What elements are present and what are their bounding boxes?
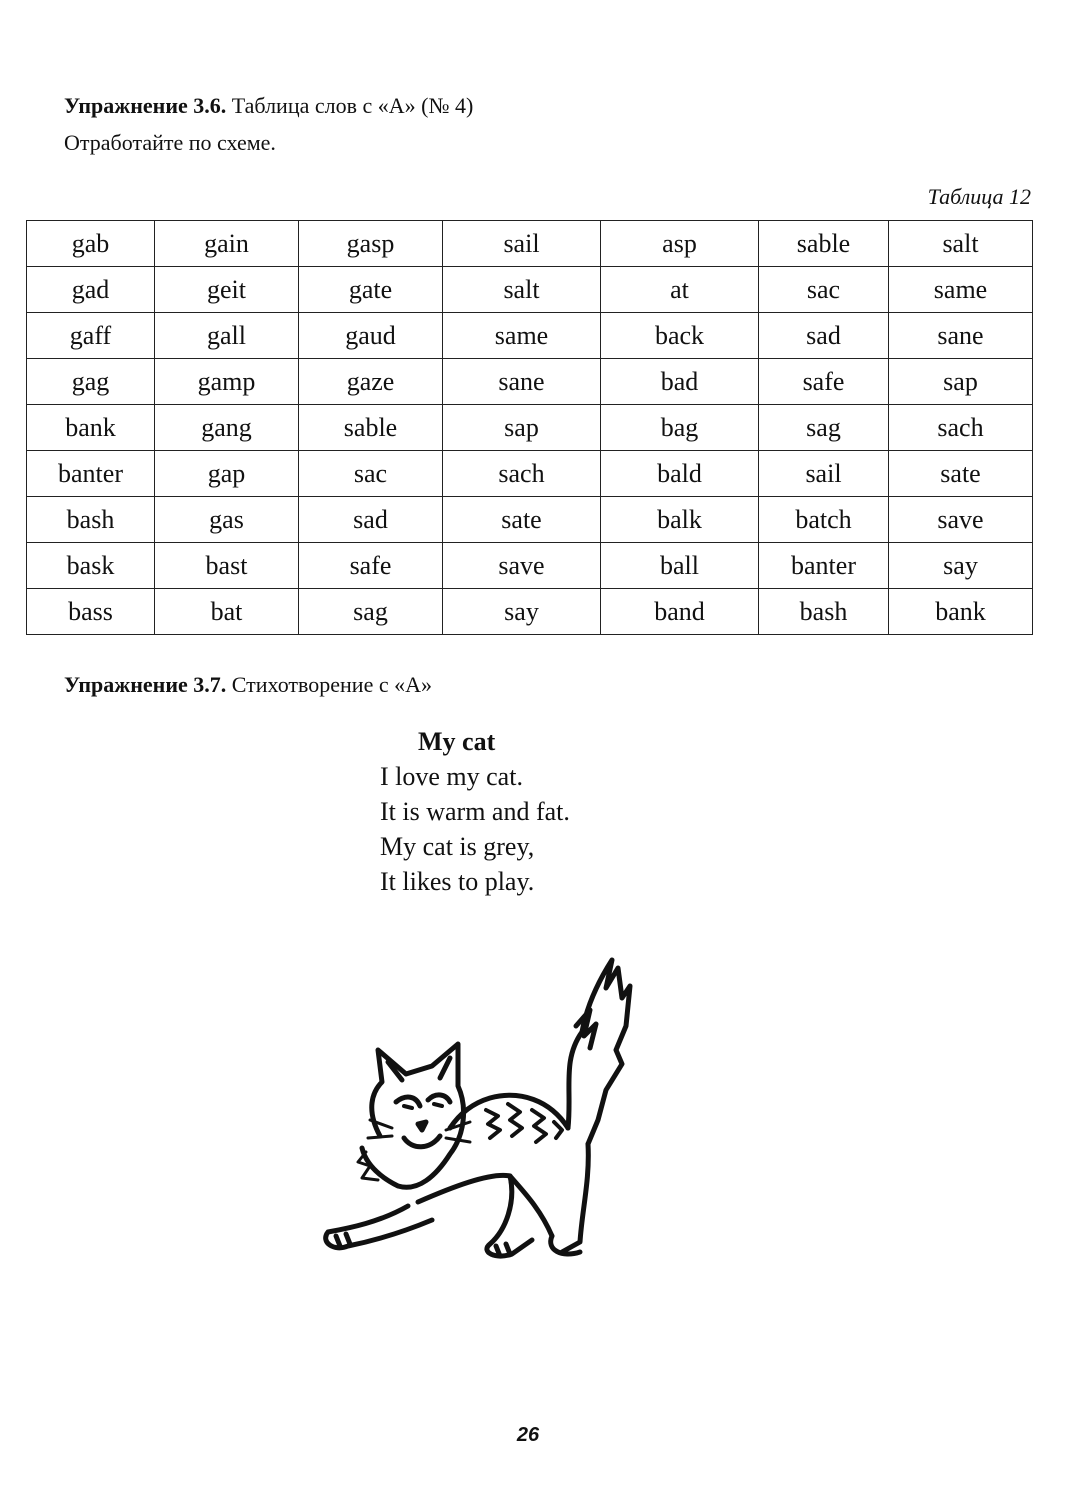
- table-cell: sag: [759, 405, 889, 451]
- word-table: [26, 220, 1033, 635]
- table-cell: gamp: [155, 359, 299, 405]
- table-cell: gate: [299, 267, 443, 313]
- table-cell: sate: [443, 497, 601, 543]
- table-cell: sac: [299, 451, 443, 497]
- table-row: [27, 451, 1033, 497]
- poem-line: It is warm and fat.: [380, 797, 570, 826]
- table-cell: gall: [155, 313, 299, 359]
- exercise-3-6-title: Таблица слов с «А» (№ 4): [226, 93, 474, 118]
- table-row: [27, 359, 1033, 405]
- table-cell: gab: [27, 221, 155, 267]
- table-cell: sail: [443, 221, 601, 267]
- table-cell: gas: [155, 497, 299, 543]
- table-cell: at: [601, 267, 759, 313]
- table-cell: gap: [155, 451, 299, 497]
- table-cell: same: [443, 313, 601, 359]
- table-cell: gang: [155, 405, 299, 451]
- table-cell: bast: [155, 543, 299, 589]
- table-cell: same: [889, 267, 1033, 313]
- table-cell: save: [889, 497, 1033, 543]
- table-cell: say: [889, 543, 1033, 589]
- table-row: [27, 543, 1033, 589]
- table-cell: banter: [27, 451, 155, 497]
- table-cell: bag: [601, 405, 759, 451]
- poem: [380, 724, 570, 899]
- table-cell: asp: [601, 221, 759, 267]
- table-caption: Таблица 12: [927, 184, 1031, 209]
- table-cell: salt: [443, 267, 601, 313]
- table-cell: geit: [155, 267, 299, 313]
- table-cell: sane: [889, 313, 1033, 359]
- table-row: [27, 313, 1033, 359]
- table-row: [27, 221, 1033, 267]
- table-cell: bad: [601, 359, 759, 405]
- table-cell: bask: [27, 543, 155, 589]
- table-cell: sail: [759, 451, 889, 497]
- table-cell: gaze: [299, 359, 443, 405]
- table-cell: safe: [759, 359, 889, 405]
- table-cell: bash: [27, 497, 155, 543]
- table-cell: salt: [889, 221, 1033, 267]
- table-cell: bash: [759, 589, 889, 635]
- table-cell: safe: [299, 543, 443, 589]
- table-cell: sable: [759, 221, 889, 267]
- word-table-body: [27, 221, 1033, 635]
- table-cell: banter: [759, 543, 889, 589]
- table-cell: bank: [27, 405, 155, 451]
- table-cell: gaud: [299, 313, 443, 359]
- poem-line: It likes to play.: [380, 867, 535, 896]
- table-row: [27, 589, 1033, 635]
- table-cell: sane: [443, 359, 601, 405]
- page-number: 26: [516, 1424, 540, 1446]
- table-row: [27, 267, 1033, 313]
- table-cell: batch: [759, 497, 889, 543]
- cat-drawing-icon: [300, 940, 660, 1280]
- table-cell: gain: [155, 221, 299, 267]
- poem-title: My cat: [418, 727, 496, 756]
- table-cell: bat: [155, 589, 299, 635]
- table-cell: bass: [27, 589, 155, 635]
- table-cell: sach: [443, 451, 601, 497]
- exercise-3-7-heading: [64, 674, 432, 696]
- table-cell: bank: [889, 589, 1033, 635]
- table-cell: back: [601, 313, 759, 359]
- exercise-3-6-instruction: Отработайте по схеме.: [64, 130, 276, 155]
- table-row: [27, 405, 1033, 451]
- exercise-3-7-title: Стихотворение с «А»: [226, 672, 432, 697]
- table-cell: balk: [601, 497, 759, 543]
- table-cell: band: [601, 589, 759, 635]
- table-row: [27, 497, 1033, 543]
- table-cell: gasp: [299, 221, 443, 267]
- table-cell: say: [443, 589, 601, 635]
- table-cell: sap: [889, 359, 1033, 405]
- table-cell: gad: [27, 267, 155, 313]
- table-cell: bald: [601, 451, 759, 497]
- exercise-3-6-label: Упражнение 3.6.: [64, 93, 227, 118]
- exercise-3-7-label: Упражнение 3.7.: [64, 672, 227, 697]
- poem-line: I love my cat.: [380, 762, 523, 791]
- table-cell: gag: [27, 359, 155, 405]
- table-cell: sac: [759, 267, 889, 313]
- table-cell: sach: [889, 405, 1033, 451]
- table-cell: sate: [889, 451, 1033, 497]
- table-cell: save: [443, 543, 601, 589]
- table-cell: sad: [759, 313, 889, 359]
- exercise-3-6-heading: [64, 95, 473, 117]
- table-cell: sad: [299, 497, 443, 543]
- table-cell: ball: [601, 543, 759, 589]
- table-cell: gaff: [27, 313, 155, 359]
- table-cell: sap: [443, 405, 601, 451]
- table-cell: sable: [299, 405, 443, 451]
- poem-line: My cat is grey,: [380, 832, 535, 861]
- table-cell: sag: [299, 589, 443, 635]
